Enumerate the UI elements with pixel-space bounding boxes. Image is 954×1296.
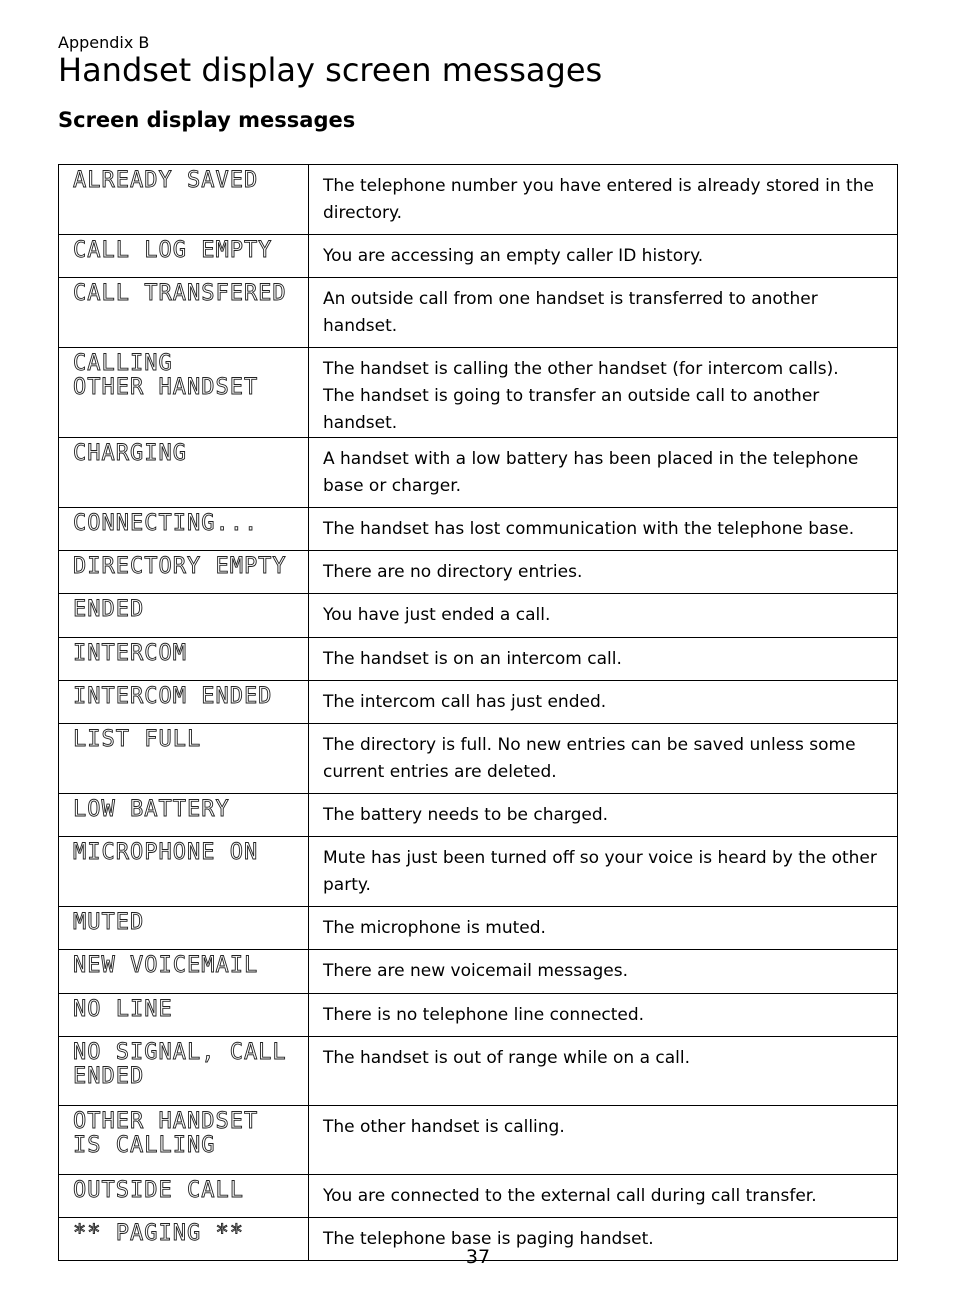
description-cell: The directory is full. No new entries can be saved unless some current entries are deleted. (309, 724, 898, 794)
table-row (59, 994, 898, 1037)
lcd-message: CONNECTING... (73, 511, 259, 536)
description-cell: The handset has lost communication with the telephone base. (309, 508, 898, 551)
lcd-message: OTHER HANDSET IS CALLING (73, 1109, 259, 1158)
lcd-message: LIST FULL (73, 727, 202, 752)
description-cell: The battery needs to be charged. (309, 794, 898, 837)
description-cell: The microphone is muted. (309, 907, 898, 950)
section-label: Appendix B (58, 33, 150, 52)
message-cell (59, 438, 309, 508)
message-cell (59, 1037, 309, 1106)
lcd-message: CALLING OTHER HANDSET (73, 351, 259, 400)
message-cell (59, 551, 309, 594)
message-cell (59, 278, 309, 348)
table-row (59, 950, 898, 994)
table-row (59, 837, 898, 907)
table-row (59, 348, 898, 438)
message-cell (59, 1106, 309, 1175)
section-subtitle: Screen display messages (58, 108, 356, 132)
table-row (59, 724, 898, 794)
lcd-message: NO SIGNAL, CALL ENDED (73, 1040, 287, 1089)
table-row (59, 681, 898, 724)
description-cell: There are new voicemail messages. (309, 950, 898, 994)
message-cell (59, 508, 309, 551)
table-row (59, 638, 898, 681)
message-cell (59, 348, 309, 438)
message-cell (59, 235, 309, 278)
description-cell: A handset with a low battery has been placed in the telephone base or charger. (309, 438, 898, 508)
description-cell: You are connected to the external call during call transfer. (309, 1175, 898, 1218)
description-cell (309, 348, 898, 438)
description-text: The handset is calling the other handset (for intercom calls). The handset is going to transfer an outside call to another handset. (323, 359, 839, 433)
lcd-message: LOW BATTERY (73, 797, 230, 822)
description-cell: There are no directory entries. (309, 551, 898, 594)
table-row (59, 907, 898, 950)
message-cell (59, 681, 309, 724)
message-cell (59, 837, 309, 907)
table-row (59, 594, 898, 638)
description-cell: The other handset is calling. (309, 1106, 898, 1175)
description-cell: The telephone base is paging handset. (309, 1218, 898, 1261)
lcd-message: DIRECTORY EMPTY (73, 554, 287, 579)
description-cell: There is no telephone line connected. (309, 994, 898, 1037)
lcd-message: MUTED (73, 910, 145, 935)
table-row (59, 1037, 898, 1106)
lcd-message: OUTSIDE CALL (73, 1178, 244, 1203)
lcd-message: ENDED (73, 597, 145, 622)
page-number: 37 (465, 1246, 491, 1268)
description-cell: An outside call from one handset is transferred to another handset. (309, 278, 898, 348)
table-row (59, 235, 898, 278)
screen-messages-table (58, 164, 898, 1261)
message-cell (59, 950, 309, 994)
description-cell: You are accessing an empty caller ID history. (309, 235, 898, 278)
lcd-message: CALL LOG EMPTY (73, 238, 273, 263)
lcd-message: MICROPHONE ON (73, 840, 259, 865)
message-cell (59, 724, 309, 794)
message-cell (59, 594, 309, 638)
description-cell: You have just ended a call. (309, 594, 898, 638)
table-row (59, 508, 898, 551)
table-row (59, 438, 898, 508)
message-cell (59, 165, 309, 235)
description-cell: The telephone number you have entered is already stored in the directory. (309, 165, 898, 235)
table-row (59, 551, 898, 594)
lcd-message: NO LINE (73, 997, 173, 1022)
lcd-message: INTERCOM (73, 641, 187, 666)
lcd-message: INTERCOM ENDED (73, 684, 273, 709)
table-row (59, 1106, 898, 1175)
page-title: Handset display screen messages (58, 51, 603, 89)
description-cell: The intercom call has just ended. (309, 681, 898, 724)
description-cell: Mute has just been turned off so your voice is heard by the other party. (309, 837, 898, 907)
description-cell: The handset is out of range while on a call. (309, 1037, 898, 1106)
lcd-message: NEW VOICEMAIL (73, 953, 259, 978)
lcd-message: CHARGING (73, 441, 187, 466)
message-cell (59, 794, 309, 837)
message-cell (59, 994, 309, 1037)
table-row (59, 794, 898, 837)
message-cell (59, 907, 309, 950)
table-row (59, 165, 898, 235)
description-cell: The handset is on an intercom call. (309, 638, 898, 681)
table-row (59, 1175, 898, 1218)
lcd-message: ALREADY SAVED (73, 168, 259, 193)
table-row (59, 278, 898, 348)
message-cell (59, 1175, 309, 1218)
message-cell (59, 638, 309, 681)
lcd-message: ** PAGING ** (73, 1221, 244, 1246)
lcd-message: CALL TRANSFERED (73, 281, 287, 306)
